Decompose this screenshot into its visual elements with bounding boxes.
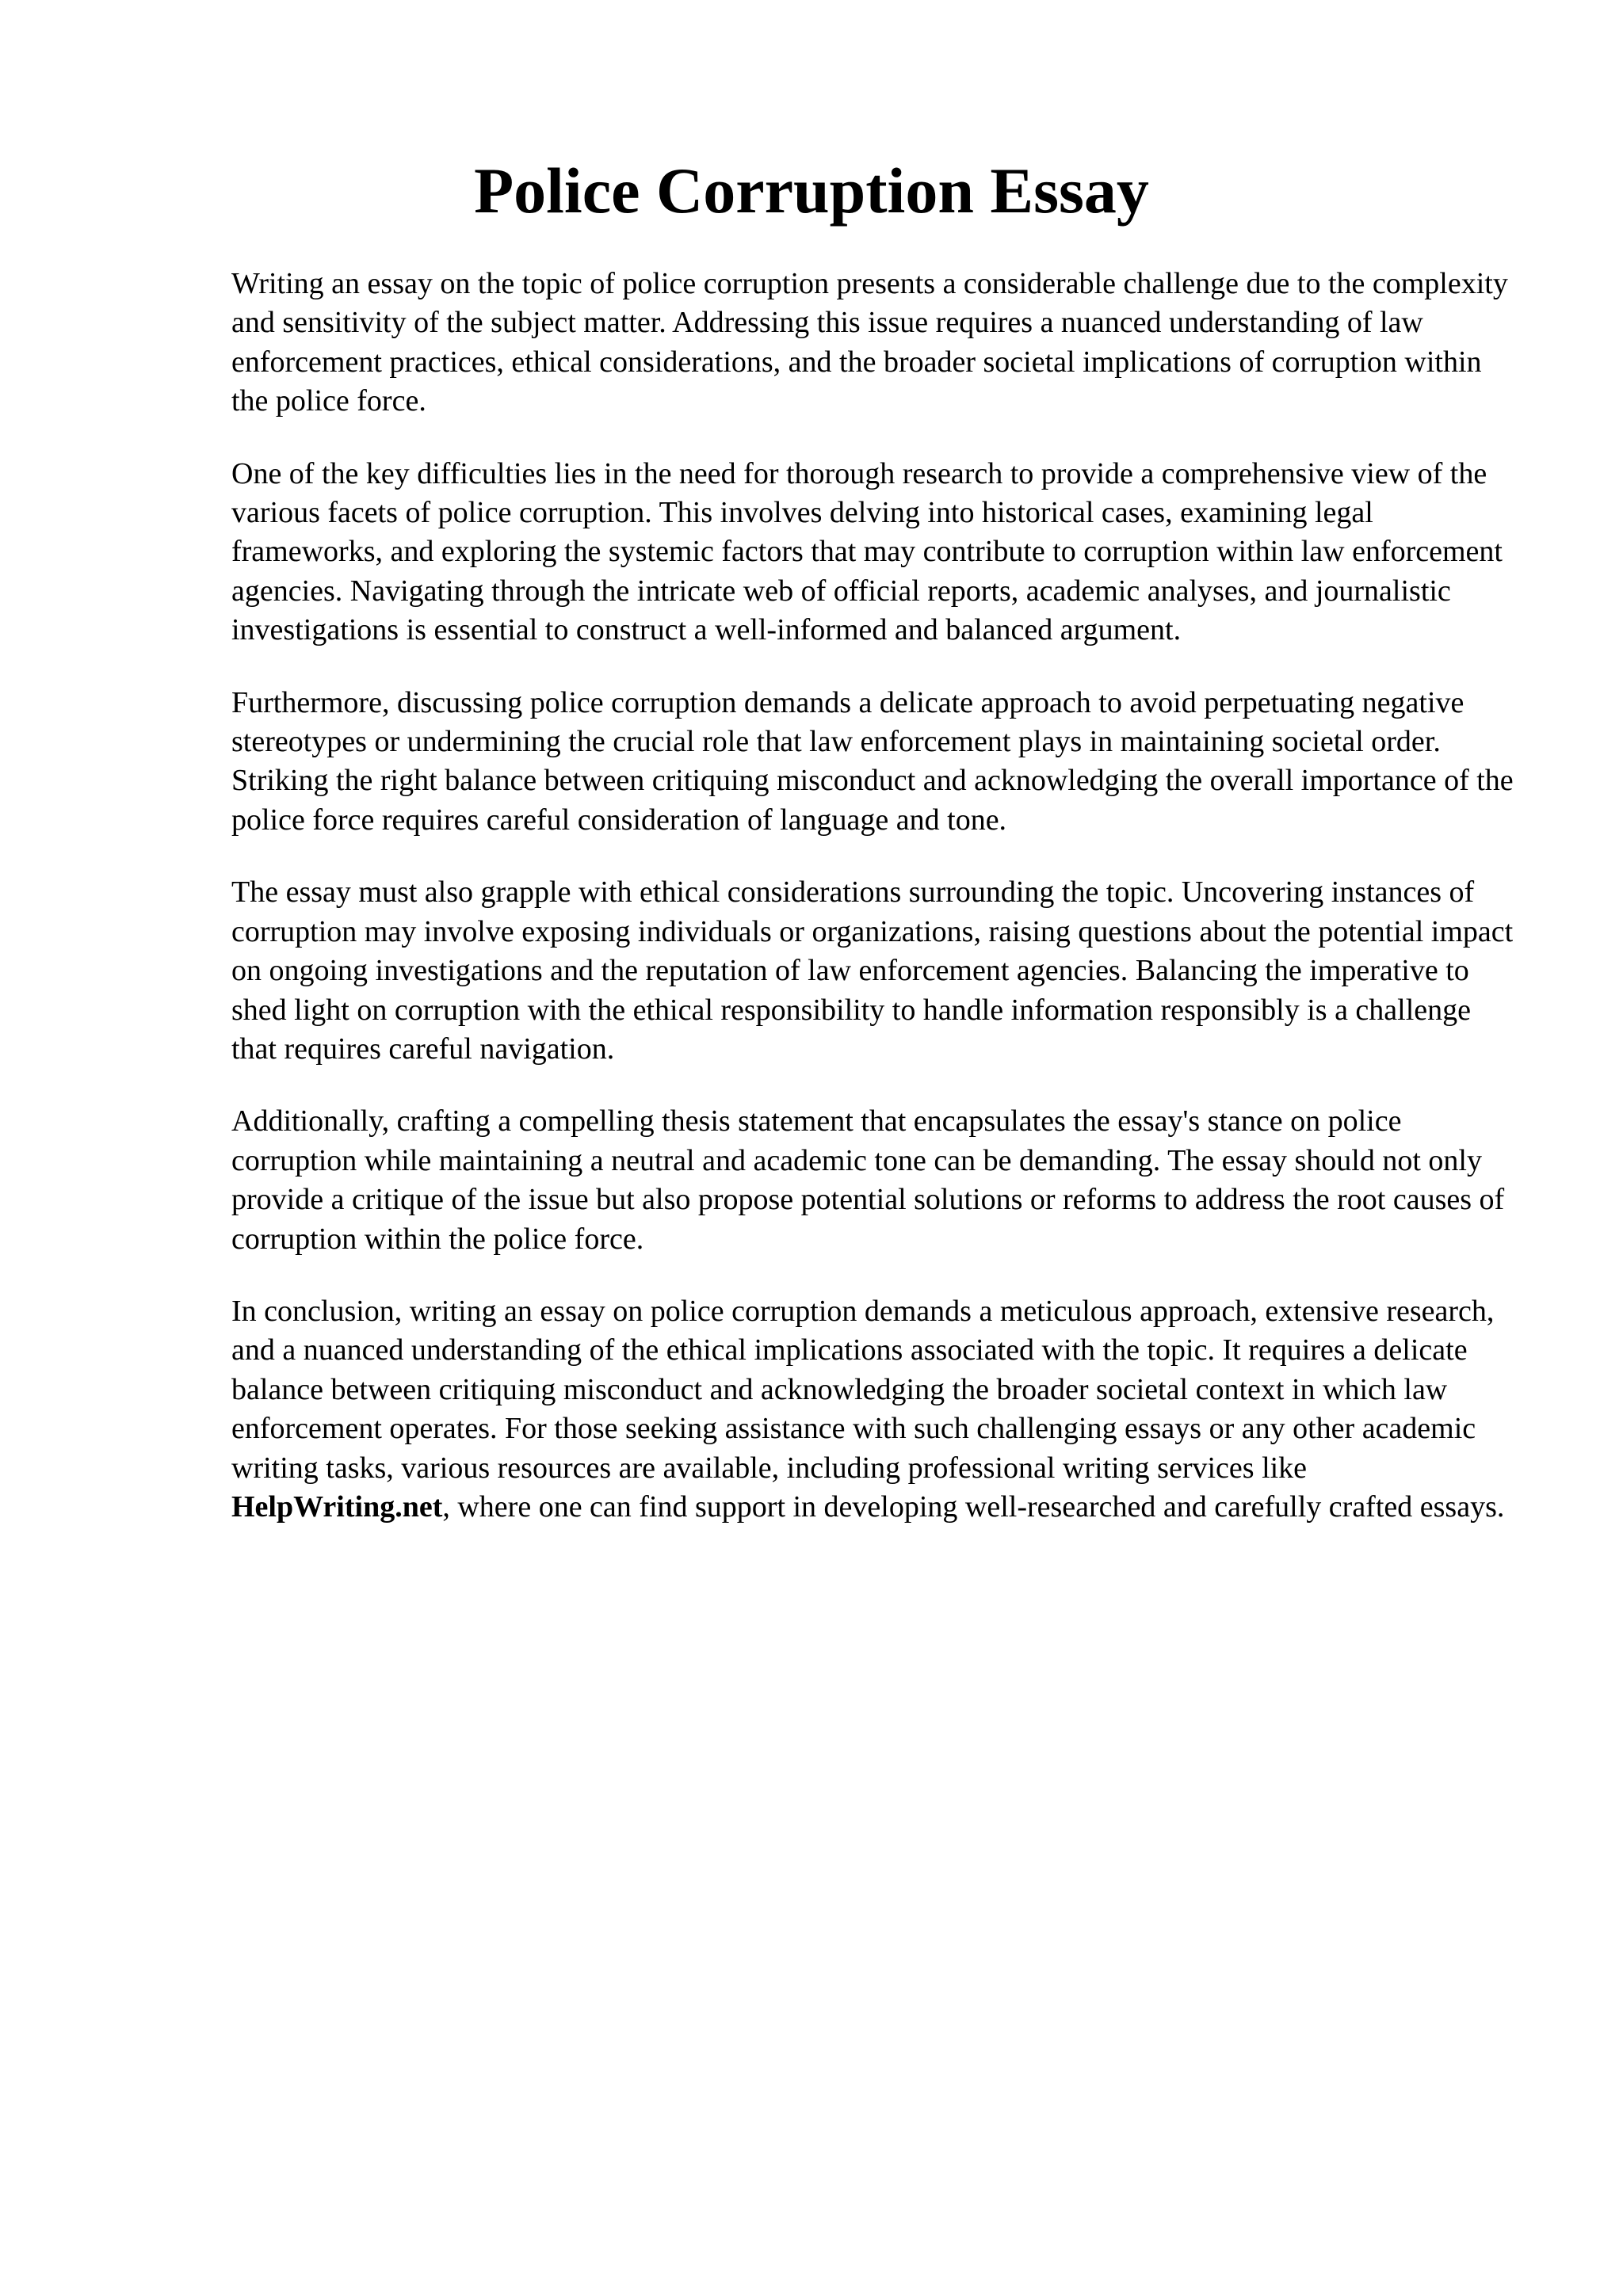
conclusion-text-start: In conclusion, writing an essay on police corruption demands a meticulous approach, extensive research, and a nuanced understanding of the ethical implications associated with the topic. It requires a delicate balance between critiquing misconduct and acknowledging the broader societal context in which law enforcement operates. For those seeking assistance with such challenging essays or any other academic writing tasks, various resources are available, including professional writing services like (231, 1294, 1495, 1485)
paragraph-2: One of the key difficulties lies in the need for thorough research to provide a comprehensive view of the various facets of police corruption. This involves delving into historical cases, examining legal frameworks, and exploring the systemic factors that may contribute to corruption within law enforcement agencies. Navigating through the intricate web of official reports, academic analyses, and journalistic investigations is essential to construct a well-informed and balanced argument. (231, 456, 1503, 647)
paragraph-3: Furthermore, discussing police corruption demands a delicate approach to avoid perpetuating negative stereotypes or undermining the crucial role that law enforcement plays in maintaining societal order. Striking the right balance between critiquing misconduct and acknowledging the overall importance of the police force requires careful consideration of language and tone. (231, 685, 1514, 837)
paragraph-1: Writing an essay on the topic of police corruption presents a considerable challenge due to the complexity and sensitivity of the subject matter. Addressing this issue requires a nuanced understanding of law enforcement practices, ethical considerations, and the broader societal implications of corruption within the police force. (231, 267, 1508, 418)
page-title: Police Corruption Essay (474, 154, 1149, 227)
conclusion-paragraph (231, 1292, 1515, 1527)
helpwriting-link[interactable]: HelpWriting.net (231, 1489, 443, 1524)
conclusion-text-end: , where one can find support in developing well-researched and carefully crafted essays. (442, 1489, 1505, 1524)
paragraph-5: Additionally, crafting a compelling thesis statement that encapsulates the essay's stance on police corruption while maintaining a neutral and academic tone can be demanding. The essay should not only provide a critique of the issue but also propose potential solutions or reforms to address the root causes of corruption within the police force. (231, 1104, 1505, 1256)
paragraph-4: The essay must also grapple with ethical considerations surrounding the topic. Uncovering instances of corruption may involve exposing individuals or organizations, raising questions about the potential impact on ongoing investigations and the reputation of law enforcement agencies. Balancing the imperative to shed light on corruption with the ethical responsibility to handle information responsibly is a challenge that requires careful navigation. (231, 875, 1514, 1066)
essay-body (231, 265, 1515, 1560)
